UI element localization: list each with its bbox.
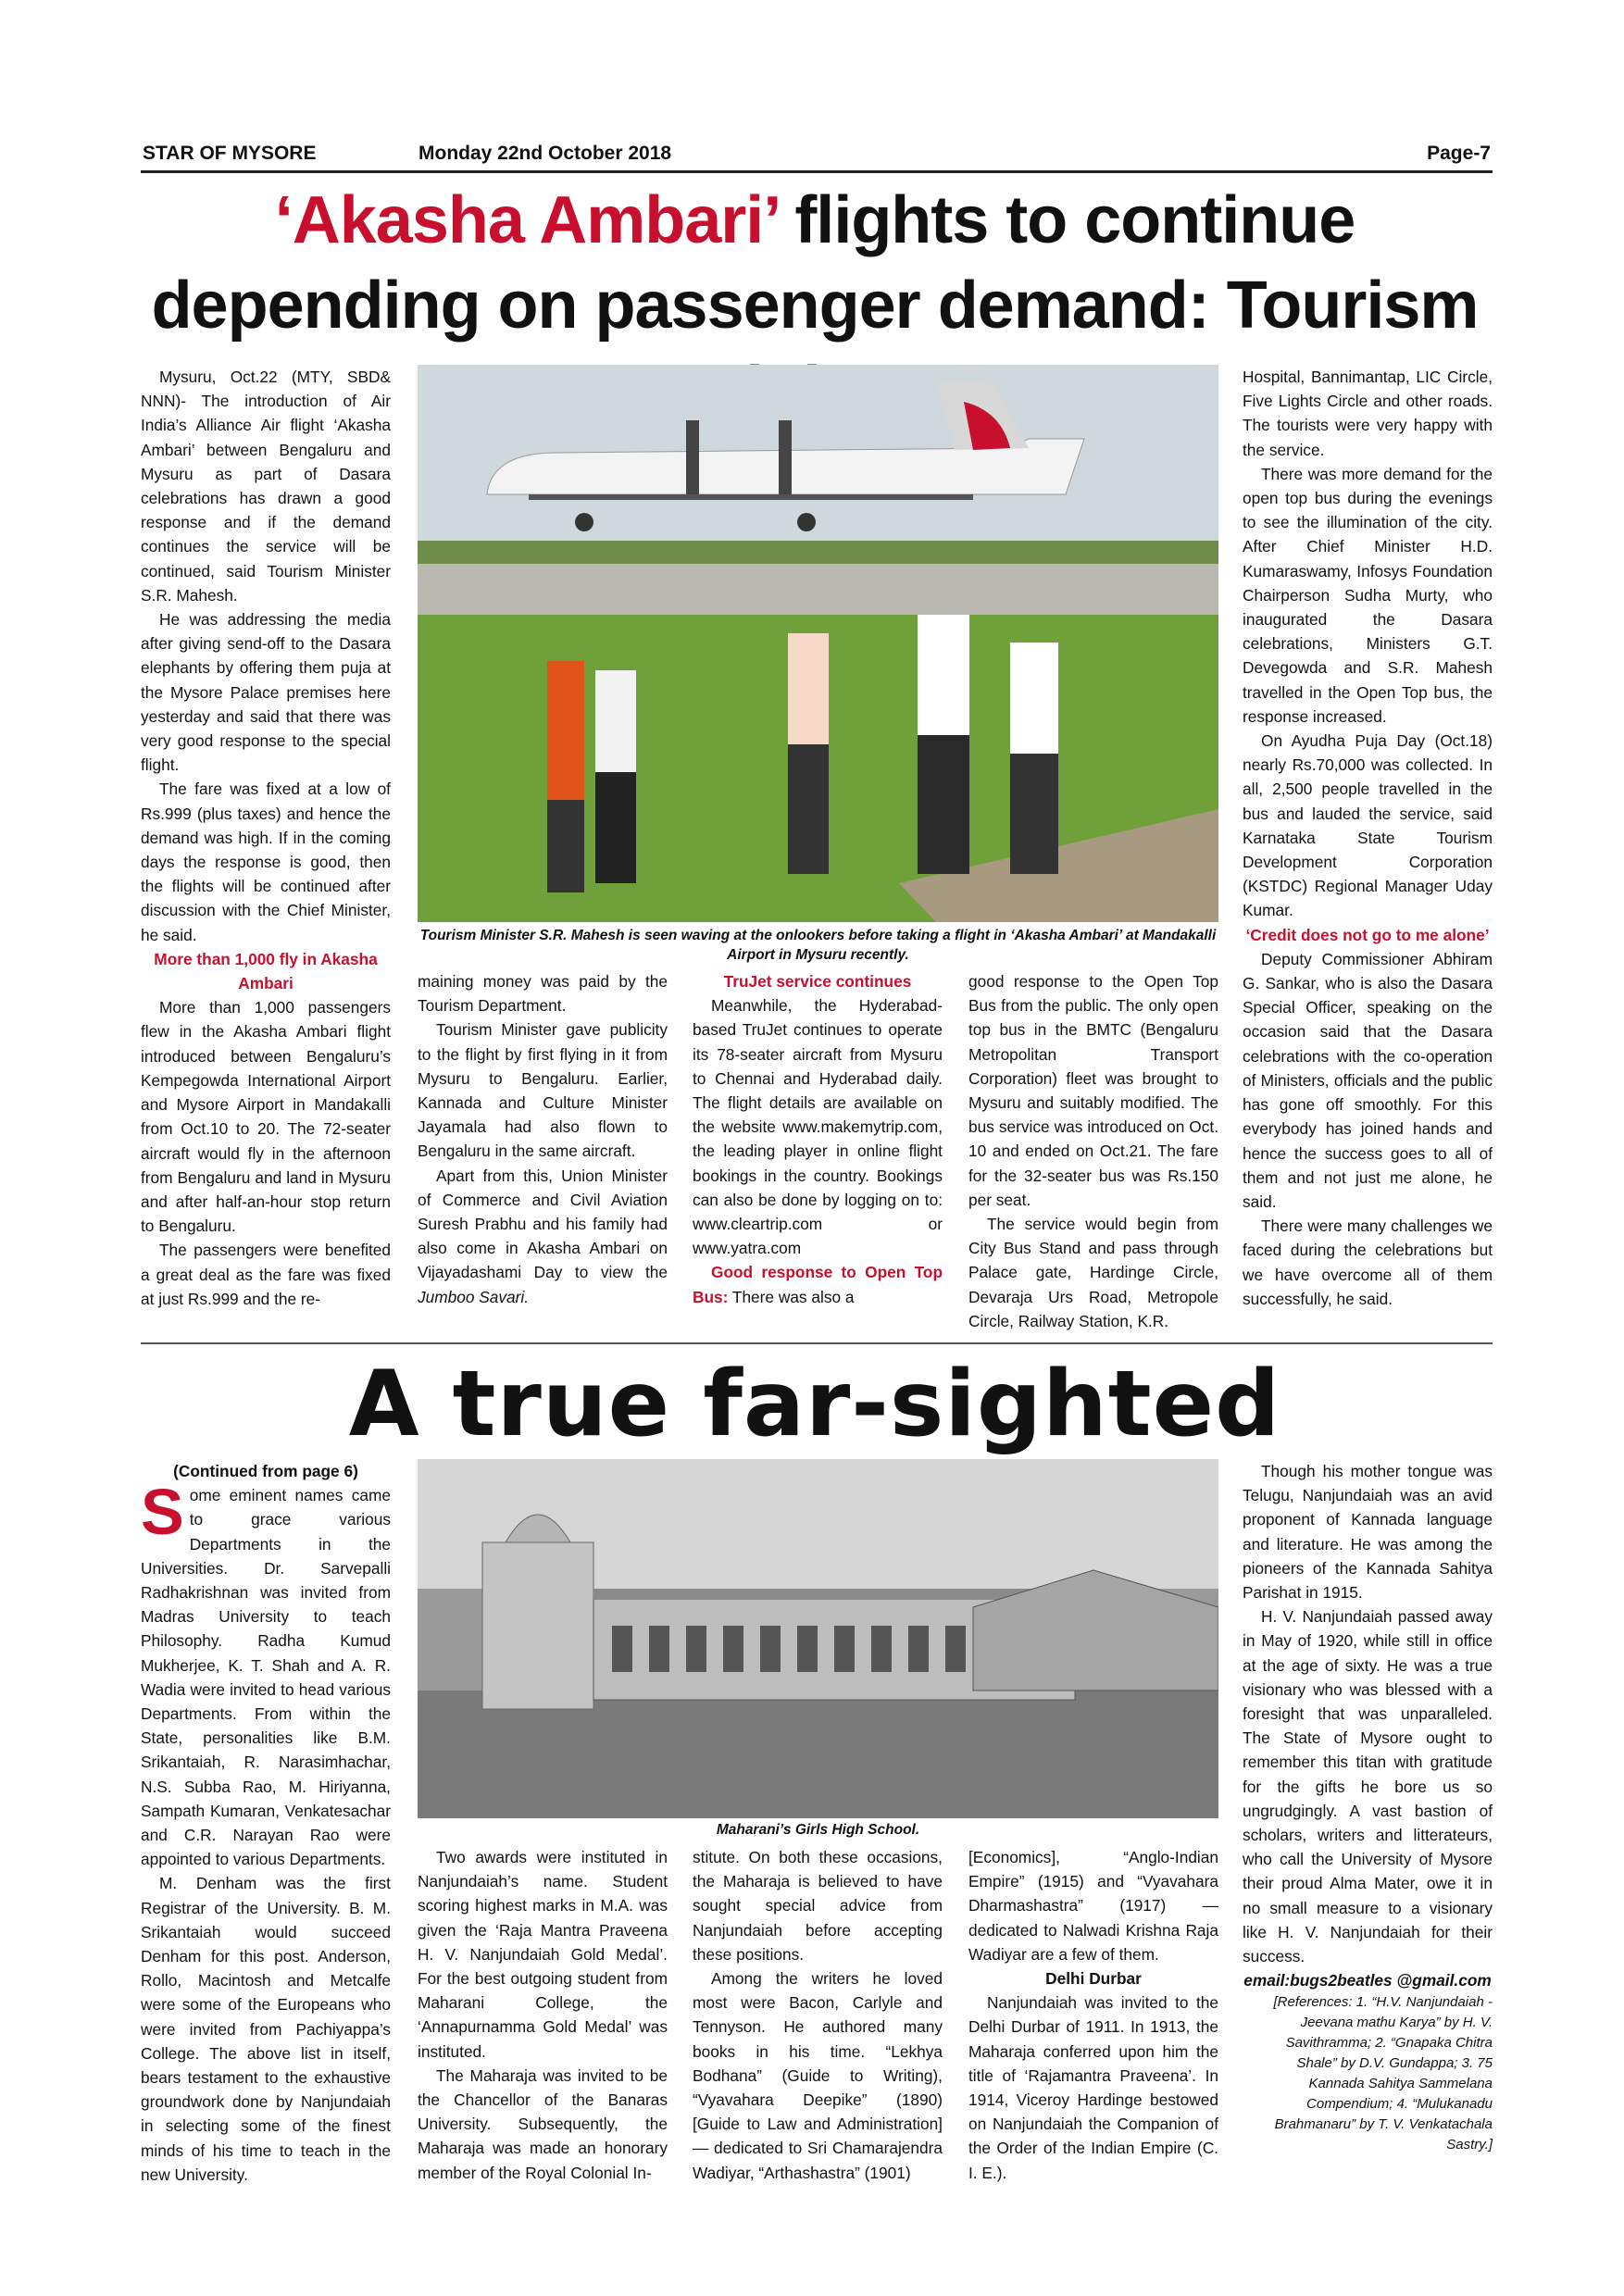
story1-column-1 (141, 365, 391, 1311)
paragraph: The fare was fixed at a low of Rs.999 (plus taxes) and hence the demand was high. If in the coming days the response is good, then the flights will be continued after discussion with the Chief Minister, he said. (141, 780, 391, 944)
paragraph: Two awards were instituted in Nanjundaiah’s name. Student scoring highest marks in M.A. was given the ‘Raja Mantra Praveena H. V. Nanjundaiah Gold Medal’. For the best outgoing student from Maharani College, the ‘Annapurnamma Gold Medal’ was instituted. (418, 1848, 668, 2061)
story2-column-4 (968, 1845, 1218, 2185)
paragraph: More than 1,000 passengers flew in the Akasha Ambari flight introduced between Bengaluru’s Kempegowda International Airport and Mysore Airport in Mandakalli from Oct.10 to 20. The 72-seater aircraft would fly in the afternoon from Bengaluru and land in Mysuru and after half-an-hour stop return to Bengaluru. (141, 998, 391, 1236)
story1-column-2 (418, 969, 668, 1309)
paragraph: H. V. Nanjundaiah passed away in May of 1920, while still in office at the age of sixty. He was a true visionary who was blessed with a foresight that was unparalleled. The State of Mysore ought to remember this titan with gratitude for the gifts he bore us so ungrudgingly. A vast bastion of scholars, writers and litterateurs, who call the University of Mysore their proud Alma Mater, owe it in no small measure to a visionary like H. V. Nanjundaiah for their success. (1243, 1607, 1493, 1966)
story-divider (141, 1342, 1493, 1344)
paper-name: STAR OF MYSORE (143, 143, 317, 164)
paragraph: good response to the Open Top Bus from the public. The only open top bus in the BMTC (Bengaluru Metropolitan Transport Corporation) fleet was brought to Mysuru and suitably modified. The bus service was introduced on Oct. 10 and ended on Oct.21. The fare for the 32-seater bus was Rs.150 per seat. (968, 972, 1218, 1209)
paragraph: He was addressing the media after giving send-off to the Dasara elephants by offering them puja at the Mysore Palace premises here yesterday and said that there was very good response to the special flight. (141, 610, 391, 775)
jumboo-savari-text: Jumboo Savari. (418, 1287, 530, 1306)
paragraph: maining money was paid by the Tourism Department. (418, 972, 668, 1016)
paragraph: The passengers were benefited a great deal as the fare was fixed at just Rs.999 and the re- (141, 1241, 391, 1308)
paragraph: Hospital, Bannimantap, LIC Circle, Five Lights Circle and other roads. The tourists were very happy with the service. (1243, 368, 1493, 459)
paragraph: Tourism Minister gave publicity to the flight by first flying in it from Mysuru to Bengaluru. Earlier, Kannada and Culture Minister Jayamala had also flown to Bengaluru in the same aircraft. (418, 1020, 668, 1161)
paragraph: M. Denham was the first Registrar of the University. B. M. Srikantaiah would succeed Denham for this post. Anderson, Rollo, Macintosh and Metcalfe were some of the Europeans who were invited from Pachiyappa’s College. The above list in itself, bears testament to the exhaustive groundwork done by Nanjundaiah in selecting some of the finest minds of his time to teach in the new University. (141, 1874, 391, 2184)
drop-cap: S (141, 1476, 184, 1549)
story2-column-3 (693, 1845, 943, 2185)
headline-rest: flights to continue depending on passenger demand: Tourism (151, 183, 1479, 343)
story2-column-5 (1243, 1459, 1493, 2155)
paragraph: Nanjundaiah was invited to the Delhi Durbar of 1911. In 1913, the Maharaja conferred upon him the title of ‘Rajamantra Praveena’. In 1914, Viceroy Hardinge bestowed on Nanjundaiah the Companion of the Order of the Indian Empire (C. I. E.). (968, 1993, 1218, 2182)
issue-date: Monday 22nd October 2018 (418, 143, 672, 164)
paragraph: There were many challenges we faced during the celebrations but we have overcome all of them successfully, he said. (1243, 1217, 1493, 1308)
subhead-credit: ‘Credit does not go to me alone’ (1245, 925, 1490, 944)
story1-column-4 (968, 969, 1218, 1333)
masthead (141, 141, 1493, 173)
paragraph: The service would begin from City Bus Stand and pass through Palace gate, Hardinge Circle, Devaraja Urs Road, Metropole Circle, Railway Station, K.R. (968, 1215, 1218, 1330)
subhead-trujet: TruJet service continues (723, 972, 912, 991)
school-photo-caption: Maharani’s Girls High School. (716, 1822, 920, 1838)
paragraph: There was more demand for the open top bus during the evenings to see the illumination of the city. After Chief Minister H.D. Kumaraswamy, Infosys Foundation Chairperson Sudha Murty, who inaugurated the Dasara celebrations, Ministers G.T. Devegowda and S.R. Mahesh travelled in the Open Top bus, the response increased. (1243, 464, 1493, 726)
page-number: Page-7 (1427, 143, 1491, 164)
subhead-delhi-durbar: Delhi Durbar (1045, 1969, 1142, 1989)
continued-note: (Continued from page 6) (173, 1462, 358, 1480)
subhead-open-top-bus: Good response to Open Top Bus: (693, 1263, 943, 1306)
paragraph: Mysuru, Oct.22 (MTY, SBD& NNN)- The introduction of Air India’s Alliance Air flight ‘Akasha Ambari’ between Bengaluru and Mysuru as part of Dasara celebrations has drawn a good response and if the demand continues the service will be continued, said Tourism Minister S.R. Mahesh. (141, 368, 391, 605)
paragraph: Apart from this, Union Minister of Commerce and Civil Aviation Suresh Prabhu and his family had also come in Akasha Ambari on Vijayadashami Day to view the Jumboo Savari. (418, 1166, 668, 1306)
paragraph: Deputy Commissioner Abhiram G. Sankar, who is also the Dasara Special Officer, speaking on the occasion said that the Dasara celebrations with the co-operation of Ministers, officials and the public has gone off smoothly. For this everybody has joined hands and hence the success goes to all of them and not just me alone, he said. (1243, 949, 1493, 1211)
paragraph: Meanwhile, the Hyderabad-based TruJet continues to operate its 78-seater aircraft from Mysuru to Chennai and Hyderabad daily. The flight details are available on the website www.makemytrip.com, the leading player in online flight bookings in the country. Bookings can also be done by logging on to: www.cleartrip.com or www.yatra.com (693, 996, 943, 1258)
paragraph: stitute. On both these occasions, the Maharaja is believed to have sought special advice from Nanjundaiah before accepting these positions. (693, 1848, 943, 1964)
story2-headline: A true far-sighted (348, 1352, 1281, 1457)
paragraph: Though his mother tongue was Telugu, Nanjundaiah was an avid proponent of Kannada language and literature. He was among the pioneers of the Kannada Sahitya Parishat in 1915. (1243, 1462, 1493, 1603)
paragraph: Some eminent names came to grace various Departments in the Universities. Dr. Sarvepalli Radhakrishnan was invited from Madras University to teach Philosophy. Radha Kumud Mukherjee, K. T. Shah and A. R. Wadia were invited to head various Departments. From within the State, personalities like B.M. Srikantaiah, R. Narasimhachar, N.S. Subba Rao, M. Hiriyanna, Sampath Kumaran, Venkatesachar and C.R. Narayan Rao were appointed to various Departments. (141, 1476, 391, 1869)
story1-column-5 (1243, 365, 1493, 1311)
airplane-photo-illustration (418, 365, 1218, 922)
story2-column-2 (418, 1845, 668, 2185)
paragraph: Among the writers he loved most were Bacon, Carlyle and Tennyson. He authored many books in his time. “Lekhya Bodhana” (Guide to Writing), “Vyavahara Deepike” (1890) [Guide to Law and Administration] — dedicated to Sri Chamarajendra Wadiyar, “Arthashastra” (1901) (693, 1969, 943, 2182)
paragraph: On Ayudha Puja Day (Oct.18) nearly Rs.70,000 was collected. In all, 2,500 people travelled in the bus and lauded the service, said Karnataka State Tourism Development Corporation (KSTDC) Regional Manager Uday Kumar. (1243, 731, 1493, 920)
airplane-photo (418, 365, 1218, 922)
references: [References: 1. “H.V. Nanjundaiah - Jeevana mathu Karya” by H. V. Savithramma; 2. “Gnapaka Chitra Shale” by D.V. Gundappa; 3. 75 Kannada Sahitya Sammelana Compendium; 4. “Mulukanadu Brahmanaru” by T. V. Venkatachala Sastry.] (1273, 1994, 1493, 2153)
paragraph: [Economics], “Anglo-Indian Empire” (1915) and “Vyavahara Dharmashastra” (1917) — dedicated to Nalwadi Krishna Raja Wadiyar are a few of them. (968, 1848, 1218, 1964)
school-photo-illustration (418, 1459, 1218, 1818)
story1-column-3: TruJet service continues Meanwhile, the Hyderabad-based TruJet continues to operate its 78-seater aircraft from Mysuru to Chennai and Hyderabad daily. The flight details are available on the website www.makemytrip.com, the leading player in online flight bookings in the country. Bookings can also be done by logging on to: www.cleartrip.com or www.yatra.com Good response to Open Top Bus: There was also a (693, 969, 943, 1309)
story2-column-1 (141, 1459, 391, 2187)
airplane-photo-caption: Tourism Minister S.R. Mahesh is seen waving at the onlookers before taking a flight in ‘Akasha Ambari’ at Mandakalli Airport in Mysuru recently. (419, 928, 1217, 963)
school-photo (418, 1459, 1218, 1818)
headline-highlight: ‘Akasha Ambari’ (274, 183, 778, 257)
subhead-fly: More than 1,000 fly in Akasha Ambari (154, 949, 378, 993)
paragraph: The Maharaja was invited to be the Chancellor of the Banaras University. Subsequently, the Maharaja was made an honorary member of the Royal Colonial In- (418, 2065, 668, 2182)
author-email: email:bugs2beatles @gmail.com (1243, 1971, 1492, 1990)
